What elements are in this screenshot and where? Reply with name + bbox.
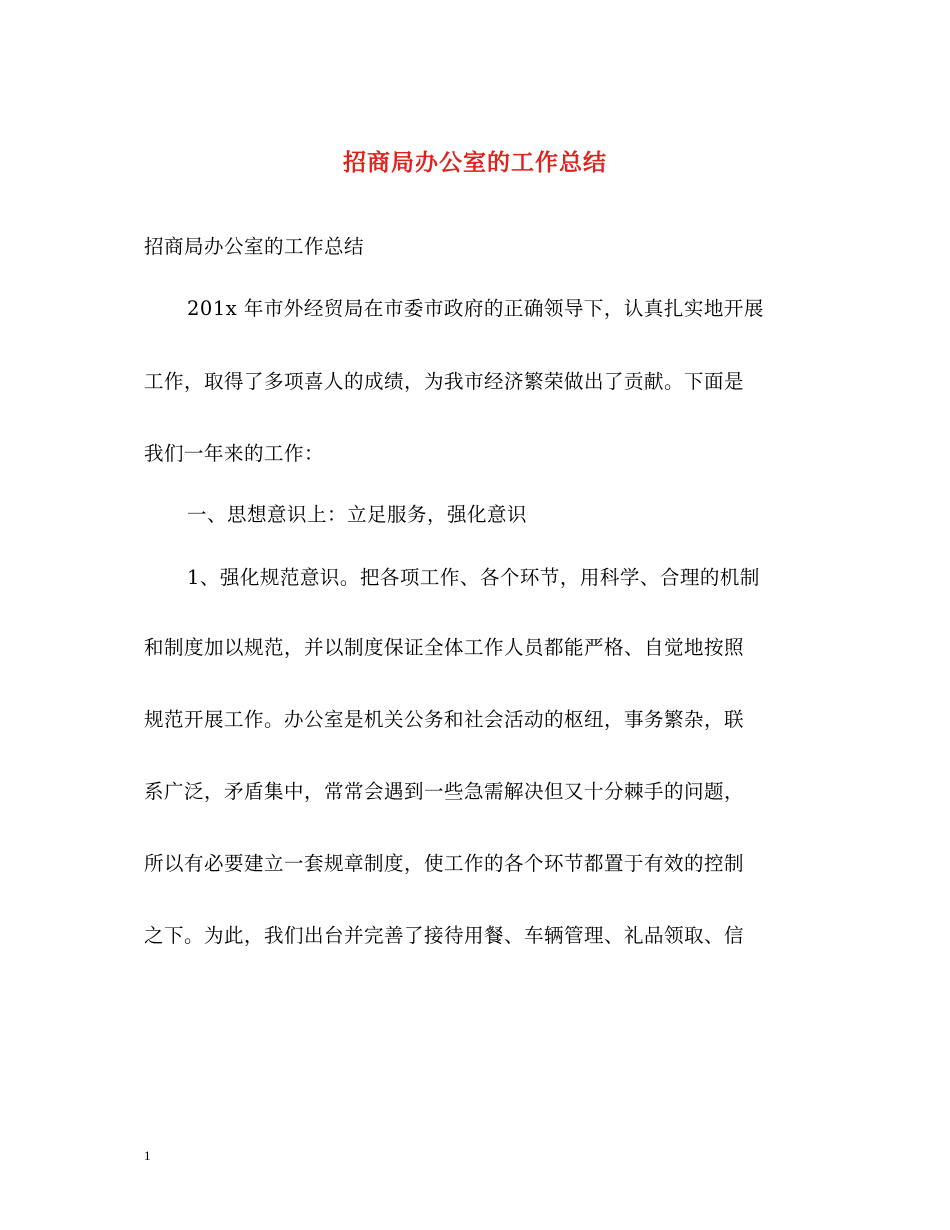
paragraph-2-line-3: 规范开展工作。办公室是机关公务和社会活动的枢纽，事务繁杂，联 [144,708,745,731]
paragraph-2-line-6: 之下。为此，我们出台并完善了接待用餐、车辆管理、礼品领取、信 [144,924,745,947]
section-1-heading: 一、思想意识上：立足服务，强化意识 [187,503,528,526]
paragraph-2-line-2: 和制度加以规范，并以制度保证全体工作人员都能严格、自觉地按照 [144,636,745,659]
document-title: 招商局办公室的工作总结 [343,149,607,176]
paragraph-1-line-2: 工作，取得了多项喜人的成绩，为我市经济繁荣做出了贡献。下面是 [144,370,745,393]
paragraph-2-line-1: 1、强化规范意识。把各项工作、各个环节，用科学、合理的机制 [187,566,760,589]
paragraph-1-line-1: 201x 年市外经贸局在市委市政府的正确领导下，认真扎实地开展 [187,297,764,320]
page-number: 1 [144,1148,151,1163]
paragraph-2-line-4: 系广泛，矛盾集中，常常会遇到一些急需解决但又十分棘手的问题， [144,780,745,803]
document-subtitle: 招商局办公室的工作总结 [144,235,365,258]
paragraph-1-line-3: 我们一年来的工作： [144,442,325,465]
paragraph-2-line-5: 所以有必要建立一套规章制度，使工作的各个环节都置于有效的控制 [144,852,745,875]
